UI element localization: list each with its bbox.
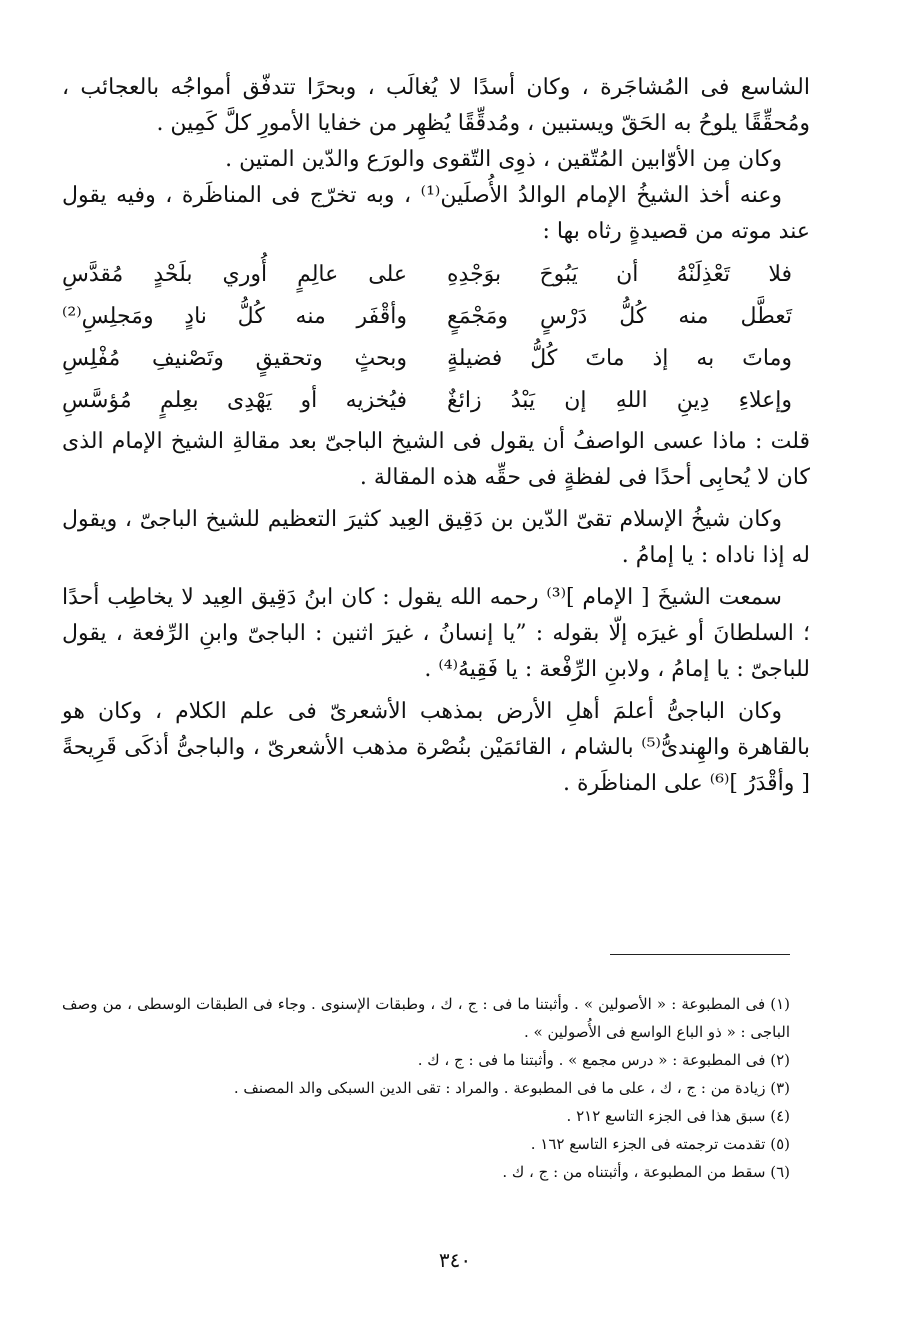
footnote-divider bbox=[610, 954, 790, 955]
footnote: (٢) فى المطبوعة : « درس مجمع » . وأثبتنا ما فى : ج ، ك . bbox=[417, 1051, 790, 1069]
paragraph: الشاسع فى المُشاجَرة ، وكان أسدًا لا يُغالَب ، وبحرًا تتدفّق أمواجُه بالعجائب ، ومُحقِّقًا يلوحُ به الحَقّ ويستبين ، ومُدقِّقًا يُظهِر من خفايا الأمورِ كلَّ كَمِين . bbox=[62, 75, 810, 136]
footnote: (٣) زيادة من : ج ، ك ، على ما فى المطبوعة . والمراد : تقى الدين السبكى والد المصنف . bbox=[233, 1079, 790, 1097]
verse-second-hemistich: فيُخزيه أو يَهْدِى بعِلمٍ مُؤسَّسِ bbox=[62, 388, 407, 413]
paragraph: وكان شيخُ الإسلام تقىّ الدّين بن دَقِيق العِيد كثيرَ التعظيم للشيخ الباجىّ ، ويقول له إذا ناداه : يا إمامُ . bbox=[62, 507, 810, 568]
verse-first-hemistich: فلا تَعْذِلَنْهُ أن يَبُوحَ بوَجْدِهِ bbox=[447, 262, 792, 287]
footnote: (٤) سبق هذا فى الجزء التاسع ٢١٢ . bbox=[566, 1107, 790, 1125]
verse-first-hemistich: وماتَ به إذ ماتَ كُلُّ فضيلةٍ bbox=[447, 346, 792, 371]
verse-second-hemistich: على عالِمٍ أُوري بلَحْدٍ مُقدَّسِ bbox=[62, 262, 407, 287]
paragraph: سمعت الشيخَ [ الإمام ]⁽³⁾ رحمه الله يقول : كان ابنُ دَقِيق العِيد لا يخاطِب أحدًا ؛ السلطانَ أو غيرَه إلّا بقوله : ”يا إنسانُ ، غيرَ اثنين : الباجىّ وابنِ الرِّفعة ، يقول للباجىّ : يا إمامُ ، ولابنِ الرِّفْعة : يا فَقِيهُ⁽⁴⁾ . bbox=[62, 585, 810, 682]
verse-first-hemistich: تَعطَّل منه كُلُّ دَرْسٍ ومَجْمَعٍ bbox=[447, 304, 792, 329]
paragraph: وعنه أخذ الشيخُ الإمام الوالدُ الأُصلَين⁽¹⁾ ، وبه تخرّج فى المناظَرة ، وفيه يقول عند موته من قصيدةٍ رثاه بها : bbox=[62, 183, 810, 244]
poem-verse bbox=[62, 296, 810, 338]
paragraph: قلت : ماذا عسى الواصفُ أن يقول فى الشيخ الباجىّ بعد مقالةِ الشيخ الإمام الذى كان لا يُحابِى أحدًا فى لفظةٍ فى حقِّه هذه المقالة . bbox=[62, 429, 810, 490]
poem bbox=[62, 254, 810, 422]
paragraph: وكان مِن الأوّابين المُتّقين ، ذوِى التّقوى والورَع والدّين المتين . bbox=[225, 147, 782, 172]
main-text bbox=[62, 70, 810, 802]
page-number: ٣٤٠ bbox=[438, 1248, 472, 1272]
paragraph: وكان الباجىُّ أعلمَ أهلِ الأرض بمذهب الأشعرىّ فى علم الكلام ، وكان هو بالقاهرة والهِندىُّ⁽⁵⁾ بالشام ، القائمَيْن بنُصْرة مذهب الأشعرىّ ، والباجىُّ أذكَى قَرِيحةً [ وأقْدَرُ ]⁽⁶⁾ على المناظَرة . bbox=[62, 699, 810, 796]
verse-first-hemistich: وإعلاءِ دِينِ اللهِ إن يَبْدُ زائغٌ bbox=[447, 388, 792, 413]
footnote: (٦) سقط من المطبوعة ، وأثبتناه من : ج ، ك . bbox=[502, 1163, 790, 1181]
poem-verse bbox=[62, 380, 810, 422]
poem-verse bbox=[62, 254, 810, 296]
footnote: (١) فى المطبوعة : « الأصولين » . وأثبتنا ما فى : ج ، ك ، وطبقات الإسنوى . وجاء فى الطبقات الوسطى ، من وصف الباجى : « ذو الباع الواسع فى الأُصولين » . bbox=[62, 995, 790, 1041]
verse-second-hemistich: وأقْفَر منه كُلُّ نادٍ ومَجلِسِ⁽²⁾ bbox=[62, 304, 407, 329]
verse-second-hemistich: وبحثٍ وتحقيقٍ وتَصْنيفِ مُفْلِسِ bbox=[62, 346, 407, 371]
footnotes bbox=[62, 990, 790, 1186]
poem-verse bbox=[62, 338, 810, 380]
footnote: (٥) تقدمت ترجمته فى الجزء التاسع ١٦٢ . bbox=[530, 1135, 790, 1153]
